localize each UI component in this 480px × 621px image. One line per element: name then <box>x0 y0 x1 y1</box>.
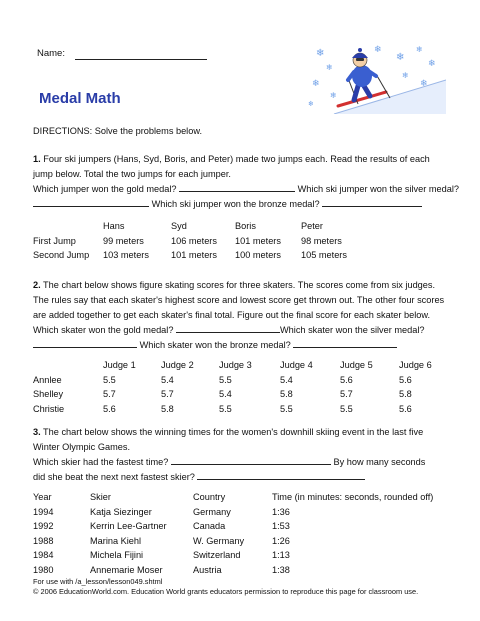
svg-text:❄: ❄ <box>326 63 333 72</box>
figure-skating-table <box>33 358 432 416</box>
answer-bronze-jumper[interactable] <box>322 197 422 207</box>
table-cell: Annlee <box>33 374 62 385</box>
answer-silver-jumper[interactable] <box>33 197 149 207</box>
table-cell: 101 meters <box>235 235 281 246</box>
table-cell: 5.8 <box>280 389 293 400</box>
problem1-questions-1: Which jumper won the gold medal? Which ski jumper won the silver medal? <box>33 184 459 194</box>
table-cell: 103 meters <box>103 250 149 261</box>
svg-text:❄: ❄ <box>316 48 325 59</box>
table-cell: 5.4 <box>219 389 232 400</box>
problem2-questions-1: Which skater won the gold medal? Which skater won the silver medal? <box>33 325 425 335</box>
table-cell: 5.7 <box>340 389 353 400</box>
svg-text:❄: ❄ <box>374 45 382 55</box>
downhill-times-table <box>33 490 433 577</box>
table-cell: 1:36 <box>272 506 290 517</box>
table-cell: Marina Kiehl <box>90 535 142 546</box>
table-cell: 100 meters <box>235 250 281 261</box>
table-cell <box>33 358 103 373</box>
name-field[interactable] <box>75 59 207 60</box>
table-row <box>33 534 433 549</box>
svg-text:❄: ❄ <box>396 52 405 63</box>
table-cell: 1:38 <box>272 564 290 575</box>
table-row <box>33 519 433 534</box>
column-header: Year <box>33 492 52 503</box>
svg-text:❄: ❄ <box>428 59 436 69</box>
table-cell: W. Germany <box>193 535 245 546</box>
svg-text:❄: ❄ <box>330 91 337 100</box>
column-header: Judge 6 <box>399 360 432 371</box>
problem2-number: 2. <box>33 280 41 290</box>
table-cell: 5.5 <box>219 403 232 414</box>
problem1-number: 1. <box>33 154 41 164</box>
column-header: Country <box>193 492 226 503</box>
svg-text:❄: ❄ <box>308 100 314 108</box>
column-header: Hans <box>103 221 125 232</box>
name-label: Name: <box>37 48 65 59</box>
table-cell: Katja Siezinger <box>90 506 152 517</box>
directions-text: DIRECTIONS: Solve the problems below. <box>33 126 203 136</box>
table-header-row <box>33 358 432 373</box>
table-cell: 1992 <box>33 521 54 532</box>
answer-seconds[interactable] <box>197 470 365 480</box>
table-row <box>33 234 347 249</box>
answer-bronze-skater[interactable] <box>293 338 397 348</box>
problem2-text-3: are added together to get each skater's final total. Figure out the final score for each skater below. <box>33 310 431 320</box>
problem3-text-1: 3. The chart below shows the winning times for the women's downhill skiing event in the last five <box>33 427 424 437</box>
answer-gold-skater[interactable] <box>176 323 280 333</box>
table-cell: 5.5 <box>280 403 293 414</box>
table-cell: Michela Fijini <box>90 550 144 561</box>
table-cell: 106 meters <box>171 235 217 246</box>
answer-fastest-skier[interactable] <box>171 455 331 465</box>
table-row <box>33 563 433 578</box>
problem2-text-2: The rules say that each skater's highest score and lowest score get thrown out. The other four scores <box>33 295 445 305</box>
column-header: Judge 5 <box>340 360 373 371</box>
footer-copyright: © 2006 EducationWorld.com. Education World grants educators permission to reproduce this page for classroom use. <box>33 587 419 596</box>
problem2-text-1: 2. The chart below shows figure skating scores for three skaters. The scores come from six judges. <box>33 280 436 290</box>
svg-text:❄: ❄ <box>420 79 428 89</box>
page-title: Medal Math <box>39 90 121 107</box>
table-cell: 1994 <box>33 506 54 517</box>
table-cell <box>33 219 103 234</box>
problem1-text-1: 1. Four ski jumpers (Hans, Syd, Boris, and Peter) made two jumps each. Read the results of each <box>33 154 430 164</box>
table-row <box>33 402 432 417</box>
table-cell: 5.8 <box>399 389 412 400</box>
table-cell: 1:26 <box>272 535 290 546</box>
table-header-row <box>33 219 347 234</box>
table-header-row <box>33 490 433 505</box>
column-header: Boris <box>235 221 256 232</box>
table-cell: 98 meters <box>301 235 342 246</box>
table-cell: 1:13 <box>272 550 290 561</box>
table-cell: 5.6 <box>340 374 353 385</box>
column-header: Time (in minutes: seconds, rounded off) <box>272 492 434 503</box>
table-cell: 99 meters <box>103 235 144 246</box>
problem1-questions-2: Which ski jumper won the bronze medal? <box>33 197 422 212</box>
ski-jump-table <box>33 219 347 263</box>
table-cell: 5.5 <box>340 403 353 414</box>
table-cell: 5.7 <box>161 389 174 400</box>
table-cell: Annemarie Moser <box>90 564 163 575</box>
table-cell: 5.5 <box>103 374 116 385</box>
table-cell: 5.4 <box>280 374 293 385</box>
column-header: Syd <box>171 221 187 232</box>
table-cell: 5.8 <box>161 403 174 414</box>
table-cell: 5.7 <box>103 389 116 400</box>
column-header: Judge 3 <box>219 360 252 371</box>
answer-silver-skater[interactable] <box>33 338 137 348</box>
skier-icon <box>304 40 446 114</box>
column-header: Judge 4 <box>280 360 313 371</box>
table-cell: Christie <box>33 403 65 414</box>
problem3-questions-1: Which skier had the fastest time? By how many seconds <box>33 457 426 467</box>
table-cell: Canada <box>193 521 226 532</box>
svg-text:❄: ❄ <box>402 71 409 80</box>
problem3-number: 3. <box>33 427 41 437</box>
table-cell: 1984 <box>33 550 54 561</box>
table-cell: Switzerland <box>193 550 241 561</box>
footer-usage: For use with /a_lesson/lesson049.shtml <box>33 577 163 586</box>
table-cell: 1980 <box>33 564 54 575</box>
table-cell: 5.6 <box>399 374 412 385</box>
svg-text:❄: ❄ <box>416 45 423 54</box>
column-header: Skier <box>90 492 111 503</box>
table-cell: 5.6 <box>399 403 412 414</box>
table-row <box>33 373 432 388</box>
table-cell: Austria <box>193 564 222 575</box>
table-cell: 1988 <box>33 535 54 546</box>
table-cell: 5.6 <box>103 403 116 414</box>
table-row <box>33 548 433 563</box>
table-cell: Second Jump <box>33 250 90 261</box>
svg-text:❄: ❄ <box>312 79 320 89</box>
table-row <box>33 387 432 402</box>
table-cell: Germany <box>193 506 231 517</box>
column-header: Judge 1 <box>103 360 136 371</box>
table-cell: 105 meters <box>301 250 347 261</box>
table-cell: First Jump <box>33 235 76 246</box>
column-header: Peter <box>301 221 323 232</box>
table-row <box>33 505 433 520</box>
table-cell: 1:53 <box>272 521 290 532</box>
table-cell: 5.5 <box>219 374 232 385</box>
problem3-questions-2: did she beat the next next fastest skier? <box>33 470 365 485</box>
table-cell: Shelley <box>33 389 64 400</box>
problem3-text-2: Winter Olympic Games. <box>33 442 130 452</box>
answer-gold-jumper[interactable] <box>179 182 295 192</box>
table-cell: 101 meters <box>171 250 217 261</box>
table-row <box>33 248 347 263</box>
problem2-questions-2: Which skater won the bronze medal? <box>33 338 397 353</box>
column-header: Judge 2 <box>161 360 194 371</box>
table-cell: Kerrin Lee-Gartner <box>90 521 167 532</box>
table-cell: 5.4 <box>161 374 174 385</box>
problem1-text-2: jump below. Total the two jumps for each jumper. <box>33 169 231 179</box>
